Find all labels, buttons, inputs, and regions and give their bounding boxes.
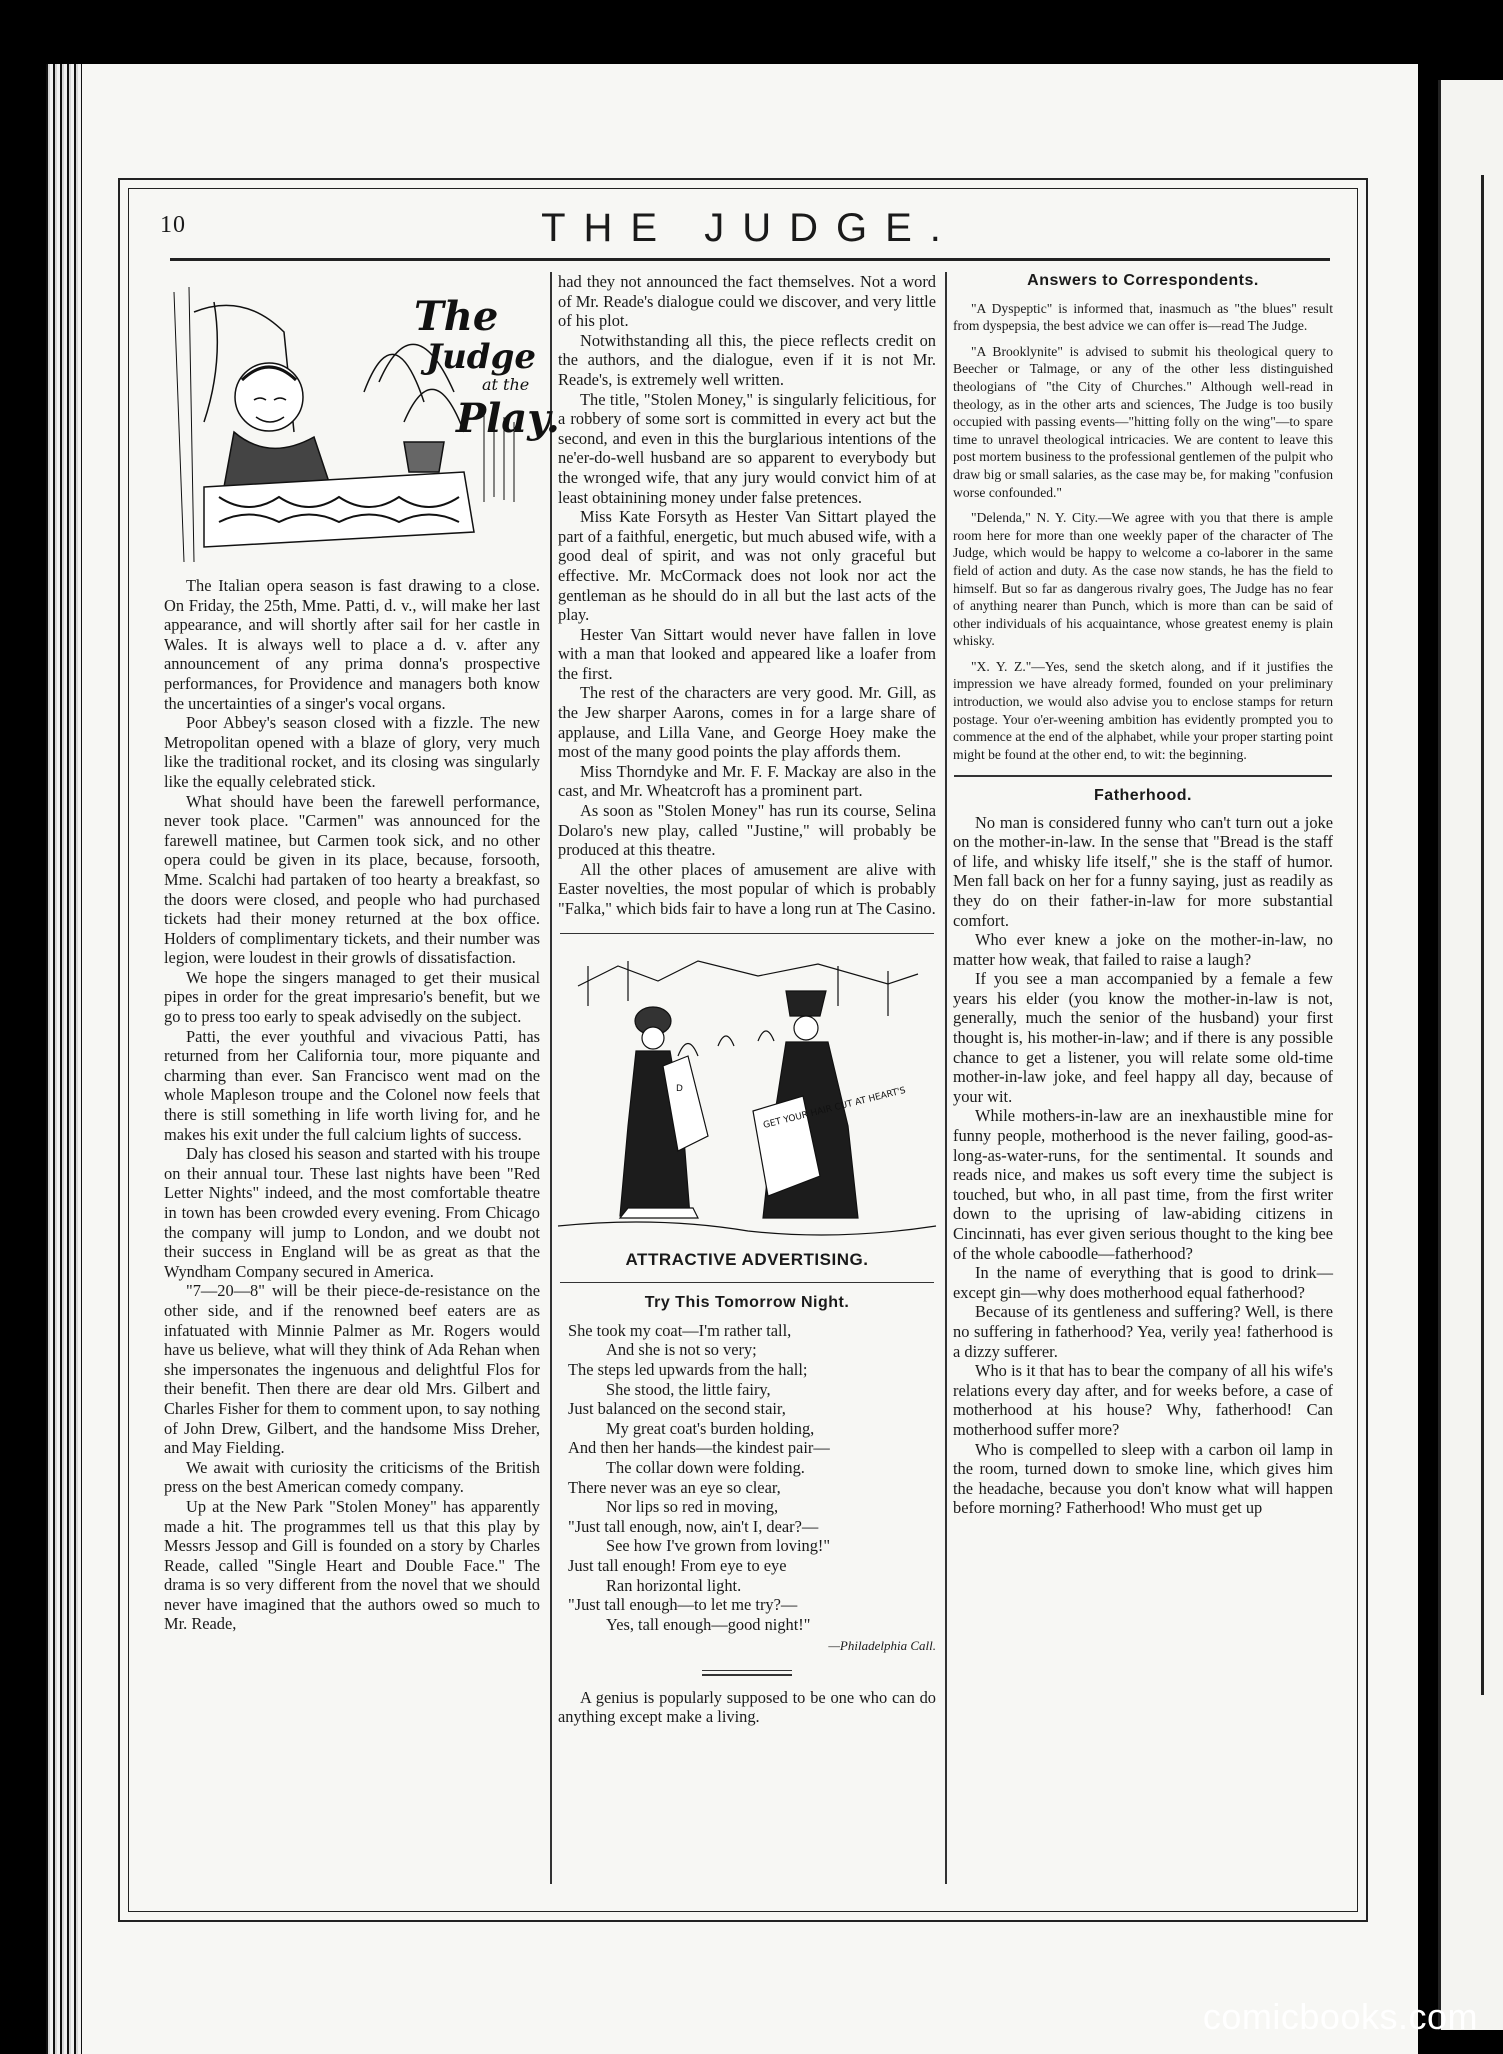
poem-line: The steps led upwards from the hall;	[568, 1359, 808, 1379]
col2-paragraph: Notwithstanding all this, the piece reflects credit on the authors, and the dialogue, even if it is not Mr. Reade's, is extremely well written.	[558, 330, 936, 389]
book-spine	[46, 64, 86, 2054]
column-2	[558, 272, 936, 1727]
section-rule	[560, 1282, 934, 1284]
svg-text:D: D	[676, 1084, 683, 1095]
col1-paragraph: Patti, the ever youthful and vivacious Patti, has returned from her California tour, more piquante and charming than ever. San Francisco went mad on the whole Mapleson troupe and the Colonel now feels that there is still something in life worth living for, and he makes his exit under the full calcium lights of success.	[164, 1026, 540, 1144]
watermark: comicbooks.com	[1202, 1996, 1478, 2037]
section-rule	[954, 775, 1332, 777]
col2-paragraph: The title, "Stolen Money," is singularly felicitious, for a robbery of some sort is committed in every act but the second, and even in this the burglarious intentions of the ne'er-do-well husband are so apparent to everybody but the wronged wife, that any jury would convict him of at least obtainining money under false pretences.	[558, 389, 936, 507]
poem-line: My great coat's burden holding,	[606, 1418, 815, 1438]
col2-paragraph: The rest of the characters are very good. Mr. Gill, as the Jew sharper Aarons, comes in for a large share of applause, and Lilla Vane, and George Hoey make the most of the many good points the play affords them.	[558, 683, 936, 762]
answer-item: "A Dyspeptic" is informed that, inasmuch as "the blues" result from dyspepsia, the best advice we can offer is—read The Judge.	[953, 300, 1333, 334]
poem-line: "Just tall enough, now, ain't I, dear?—	[568, 1516, 819, 1536]
svg-text:Play.: Play.	[456, 395, 560, 442]
poem-line: Ran horizontal light.	[606, 1575, 742, 1595]
fatherhood-paragraph: No man is considered funny who can't turn out a joke on the mother-in-law. In the sense that "Bread is the staff of life, and whisky life itself," she is the staff of humor. Men fall back on her for a funny saying, just as readily as they do on their father-in-law for more substantial comfort.	[953, 812, 1333, 930]
fatherhood-paragraph: If you see a man accompanied by a female a few years his elder (you know the mother-in-law is not, generally, much the senior of the husband) your first thought is, his mother-in-law; and if there is any possible chance to get a listener, you will relate some old-time mother-in-law joke, and feel happy all day, because of your wit.	[953, 969, 1333, 1106]
attractive-advertising-cartoon	[558, 946, 936, 1246]
column-rule-2	[945, 272, 947, 1884]
col2-paragraph: had they not announced the fact themselves. Not a word of Mr. Reade's dialogue could we discover, and very little of his plot.	[558, 272, 936, 331]
fatherhood-paragraph: In the name of everything that is good to drink—except gin—why does motherhood equal fatherhood?	[953, 1263, 1333, 1302]
answers-list	[953, 300, 1333, 764]
fatherhood-paragraph: While mothers-in-law are an inexhaustible mine for funny people, motherhood is the never failing, good-as-long-as-water-runs, for the sentimental. It sounds and reads nice, and makes us soft every time the subject is touched, but who, in all past time, from the first writer down to the uprising of law-abiding citizens in Cincinnati, has ever given serious thought to the king bee of the whole caboodle—fatherhood?	[953, 1106, 1333, 1263]
col2-paragraph: All the other places of amusement are alive with Easter novelties, the most popular of which is probably "Falka," which bids fair to have a long run at The Casino.	[558, 859, 936, 918]
fatherhood-paragraph: Who is it that has to bear the company of all his wife's relations every day after, and for weeks before, a case of motherhood at his house? Why, fatherhood! Can motherhood suffer more?	[953, 1361, 1333, 1439]
col1-paragraph: Poor Abbey's season closed with a fizzle. The new Metropolitan opened with a blaze of glory, very much like the traditional rocket, and its closing was singularly like the equally celebrated stick.	[164, 713, 540, 791]
fatherhood-article	[953, 813, 1333, 1518]
column-rule-1	[550, 272, 552, 1884]
col2-paragraph: As soon as "Stolen Money" has run its course, Selina Dolaro's new play, called "Justine," will probably be produced at this theatre.	[558, 801, 936, 860]
column-1	[164, 272, 560, 1634]
masthead-rule	[170, 258, 1330, 261]
col2-paragraph: Hester Van Sittart would never have fallen in love with a man that looked and appeared like a loafer from the first.	[558, 624, 936, 683]
answer-item: "X. Y. Z."—Yes, send the sketch along, and if it justifies the impression we have already formed, founded on your preliminary introduction, we would also advise you to enclose stamps for return postage. Your o'er-weening ambition has evidently prompted you to commence at the end of the alphabet, while your proper starting point might be found at the other end, to wit: the beginning.	[953, 658, 1333, 762]
section-rule	[560, 933, 934, 935]
masthead-title: THE JUDGE.	[541, 206, 959, 250]
cartoon-sign-text: GET YOUR HAIR CUT AT HEART'S	[762, 1085, 907, 1132]
fatherhood-heading: Fatherhood.	[1094, 786, 1192, 804]
svg-text:Judge: Judge	[426, 337, 536, 377]
judge-at-play-illustration	[164, 272, 560, 572]
svg-text:The: The	[414, 293, 499, 340]
poem-line: She took my coat—I'm rather tall,	[568, 1320, 792, 1340]
fatherhood-paragraph: Who is compelled to sleep with a carbon oil lamp in the room, turned down to smoke line, which gives him the headache, because you don't know what will happen before morning? Fatherhood! Who must get up	[953, 1439, 1333, 1518]
poem	[558, 1321, 936, 1635]
fatherhood-paragraph: Who ever knew a joke on the mother-in-law, no matter how weak, that failed to raise a laugh?	[953, 930, 1333, 969]
fatherhood-paragraph: Because of its gentleness and suffering? Well, is there no suffering in fatherhood? Yea, verily yea! fatherhood is a dizzy sufferer.	[953, 1302, 1333, 1361]
svg-text:at the: at the	[482, 375, 530, 394]
poem-line: She stood, the little fairy,	[606, 1379, 771, 1399]
genius-note: A genius is popularly supposed to be one who can do anything except make a living.	[558, 1687, 936, 1727]
col1-paragraph: The Italian opera season is fast drawing to a close. On Friday, the 25th, Mme. Patti, d. v., will make her last appearance, and will shortly after sail for her castle in Wales. It is always well to place a d. v. after any announcement of any prima donna's prospective performances, for Providence and managers both know the uncertainties of a singer's vocal organs.	[164, 576, 540, 713]
poem-line: See how I've grown from loving!"	[606, 1536, 831, 1556]
judge-at-play-drawing	[164, 272, 560, 572]
poem-title: Try This Tomorrow Night.	[644, 1294, 850, 1312]
col1-paragraph: What should have been the farewell performance, never took place. "Carmen" was announced for the farewell matinee, but Carmen took sick, and no other opera could be given in its place, because, forsooth, Mme. Scalchi had partaken of too hearty a breakfast, so the doors were closed, and people who had purchased tickets had their money returned at the box office. Holders of complimentary tickets, and their number was legion, were loudest in their growls of dissatisfaction.	[164, 791, 540, 968]
poem-line: Nor lips so red in moving,	[606, 1497, 779, 1517]
col1-paragraph: "7—20—8" will be their piece-de-resistance on the other side, and if the renowned beef eaters are as infatuated with Minnie Palmer as Mr. Rogers would have us believe, what will they think of Ada Rehan when she impersonates the ingenuous and delightful Flos for their benefit. Then there are dear old Mrs. Gilbert and Charles Fisher for them to comment upon, to say nothing of John Drew, Gilbert, and the handsome Miss Dreher, and May Fielding.	[164, 1281, 540, 1458]
poem-source: —Philadelphia Call.	[828, 1638, 936, 1654]
poem-line: There never was an eye so clear,	[568, 1477, 781, 1497]
answer-item: "Delenda," N. Y. City.—We agree with you that there is ample room here for more than one weekly paper of the character of The Judge, which would be happy to welcome a co-laborer in the same field of action and duty. As the case now stands, he has the field to himself. But so far as dangerous rivalry goes, The Judge has no fear of anything nearer than Punch, which is more than can be said of other individuals of his acquaintance, whose greatest enemy is plain whisky.	[953, 510, 1333, 649]
poem-line: And she is not so very;	[606, 1340, 757, 1360]
short-rule	[702, 1674, 792, 1676]
col2-paragraph: Miss Thorndyke and Mr. F. F. Mackay are also in the cast, and Mr. Wheatcroft has a prominent part.	[558, 761, 936, 801]
col1-paragraph: Daly has closed his season and started with his troupe on their annual tour. These last nights have been "Red Letter Nights" indeed, and the most comfortable theatre in town has been crowded every evening. From Chicago the company will jump to London, and we doubt not their success in England will be as great as that the Wyndham Company secured in America.	[164, 1144, 540, 1281]
poem-line: Just tall enough! From eye to eye	[568, 1555, 787, 1575]
poem-line: "Just tall enough—to let me try?—	[568, 1595, 798, 1615]
short-rule	[702, 1670, 792, 1672]
poem-line: Just balanced on the second stair,	[568, 1399, 786, 1419]
answers-heading: Answers to Correspondents.	[1027, 272, 1259, 289]
col1-paragraph: Up at the New Park "Stolen Money" has apparently made a hit. The programmes tell us that this play by Messrs Jessop and Gill is founded on a story by Charles Reade, called "Single Heart and Double Face." The drama is so very different from the novel that we should never have imagined that the authors owed so much to Mr. Reade,	[164, 1496, 540, 1634]
col1-paragraph: We await with curiosity the criticisms of the British press on the best American comedy company.	[164, 1457, 540, 1497]
col2-paragraph: Miss Kate Forsyth as Hester Van Sittart played the part of a faithful, energetic, but much abused wife, with a good deal of spirit, and was not only graceful but effective. Mr. McCormack does not look nor act the gentleman as he should do in all but the last acts of the play.	[558, 507, 936, 625]
column-3	[953, 272, 1333, 1518]
poem-line: Yes, tall enough—good night!"	[606, 1614, 811, 1634]
cartoon-drawing	[558, 946, 936, 1246]
page-number: 10	[160, 212, 186, 238]
poem-line: And then her hands—the kindest pair—	[568, 1438, 830, 1458]
cartoon-caption: ATTRACTIVE ADVERTISING.	[625, 1250, 869, 1270]
col1-paragraph: We hope the singers managed to get their musical pipes in order for the great impresario's benefit, but we go to press too early to speak advisedly on the subject.	[164, 967, 540, 1027]
poem-line: The collar down were folding.	[606, 1457, 805, 1477]
answer-item: "A Brooklynite" is advised to submit his theological query to Beecher or Talmage, or any of the other less distinguished theologians of "the City of Churches." Although well-read in theology, as in the other arts and sciences, The Judge is too busily occupied with passing events—"hitting folly on the wing"—to spare time to unravel theological intricacies. We are content to leave this post mortem business to the professional gentlemen of the pulpit who draw big or small salaries, as the case may be, for making "confusion worse confounded."	[953, 343, 1333, 500]
facing-page-edge	[1438, 80, 1503, 2030]
